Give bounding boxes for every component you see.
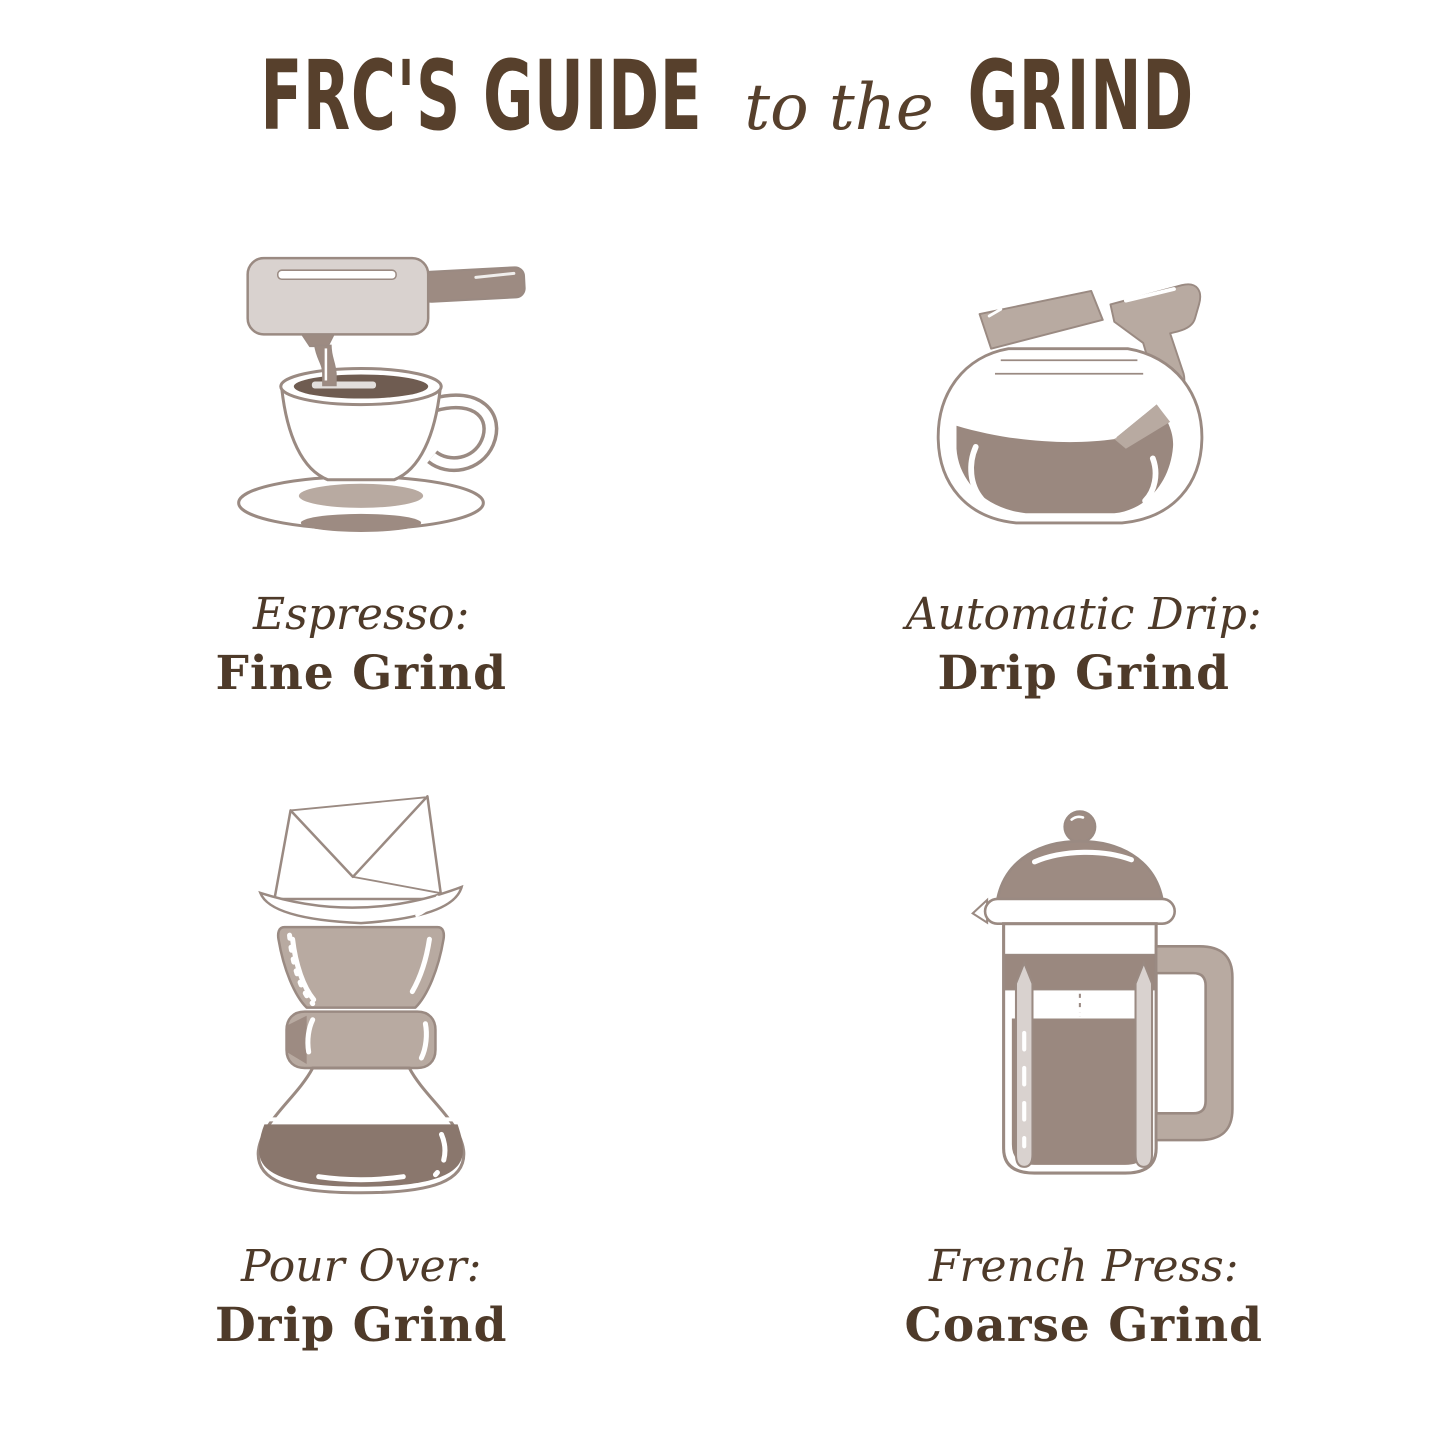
grind-name: Coarse Grind bbox=[904, 1298, 1263, 1354]
method-name: Pour Over: bbox=[240, 1241, 482, 1293]
french-press-cell bbox=[905, 764, 1264, 1356]
drip-coffee-carafe-icon bbox=[918, 258, 1250, 552]
press-handle bbox=[1156, 947, 1232, 1141]
glass-flask bbox=[258, 1068, 464, 1193]
title-lead: FRC'S GUIDE bbox=[260, 40, 703, 152]
title-tail: GRIND bbox=[967, 40, 1194, 152]
grind-name: Fine Grind bbox=[215, 646, 507, 702]
method-name: Automatic Drip: bbox=[905, 589, 1262, 640]
pour-over-label bbox=[215, 1238, 507, 1356]
automatic-drip-cell bbox=[906, 202, 1262, 704]
portafilter bbox=[248, 258, 525, 346]
automatic-drip-label bbox=[906, 586, 1262, 704]
espresso-art bbox=[175, 202, 547, 552]
glass-collar bbox=[278, 927, 444, 1008]
brew-method-grid bbox=[0, 202, 1445, 1357]
pour-over-art bbox=[200, 764, 522, 1204]
espresso-cup bbox=[239, 345, 491, 532]
espresso-cell bbox=[175, 202, 547, 704]
carafe-body bbox=[938, 349, 1202, 523]
lid-dome bbox=[972, 842, 1174, 924]
grind-name: Drip Grind bbox=[215, 1298, 508, 1354]
french-press-icon bbox=[919, 800, 1249, 1204]
pour-over-cell bbox=[200, 764, 522, 1356]
automatic-drip-art bbox=[918, 202, 1250, 552]
french-press-label bbox=[905, 1238, 1264, 1356]
espresso-label bbox=[216, 586, 507, 704]
page-title bbox=[0, 40, 1445, 152]
wood-collar-band bbox=[287, 1012, 436, 1068]
paper-filter bbox=[275, 797, 442, 900]
title-script: to the bbox=[744, 71, 934, 145]
carafe-spout bbox=[979, 291, 1102, 349]
espresso-portafilter-cup-icon bbox=[175, 206, 547, 552]
method-name: Espresso: bbox=[253, 589, 470, 640]
grind-name: Drip Grind bbox=[937, 646, 1230, 702]
method-name: French Press: bbox=[928, 1241, 1239, 1293]
french-press-art bbox=[919, 764, 1249, 1204]
plunger-knob bbox=[1064, 812, 1095, 843]
pour-over-chemex-icon bbox=[200, 766, 522, 1204]
